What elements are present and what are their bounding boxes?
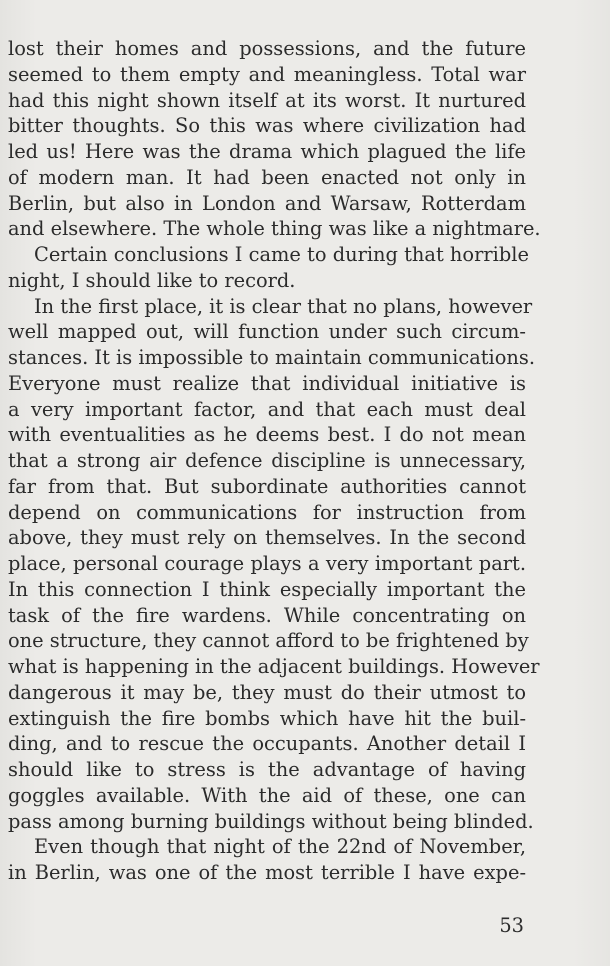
text-line: seemed to them empty and meaningless. Total war: [8, 62, 526, 86]
text-line: above, they must rely on themselves. In the second: [8, 526, 526, 550]
text-line: ding, and to rescue the occupants. Another detail I: [8, 732, 526, 756]
page-number: 53: [499, 914, 524, 937]
text-line: one structure, they cannot afford to be frightened by: [8, 629, 529, 653]
paragraph-3: [8, 294, 540, 835]
text-line: goggles available. With the aid of these, one can: [8, 783, 526, 807]
text-line: that a strong air defence discipline is unnecessary,: [8, 449, 526, 472]
text-line: lost their homes and possessions, and the future: [8, 37, 526, 60]
paragraph-1: [8, 36, 541, 242]
text-line: extinguish the fire bombs which have hit the buil-: [8, 706, 526, 730]
body-text: [8, 36, 541, 886]
text-line: Everyone must realize that individual initiative is: [8, 371, 526, 395]
text-line: pass among burning buildings without being blinded.: [8, 809, 534, 833]
text-line: far from that. But subordinate authorities cannot: [8, 474, 526, 498]
text-line: In the first place, it is clear that no plans, however: [34, 294, 533, 318]
paragraph-2: [8, 242, 529, 294]
text-line: depend on communications for instruction from: [8, 500, 526, 524]
text-line: had this night shown itself at its worst. It nurtured: [8, 88, 526, 112]
text-line: in Berlin, was one of the most terrible I have expe-: [8, 861, 526, 884]
text-line: place, personal courage plays a very important part.: [8, 552, 526, 575]
text-line: and elsewhere. The whole thing was like a nightmare.: [8, 217, 541, 241]
text-line: night, I should like to record.: [8, 268, 296, 292]
text-line: In this connection I think especially important the: [8, 577, 526, 601]
text-line: with eventualities as he deems best. I do not mean: [8, 423, 526, 447]
text-line: dangerous it may be, they must do their utmost to: [8, 680, 526, 704]
text-line: should like to stress is the advantage of having: [8, 758, 526, 781]
text-line: led us! Here was the drama which plagued the life: [8, 140, 526, 163]
text-line: a very important factor, and that each must deal: [8, 397, 526, 421]
text-line: well mapped out, will function under such circum-: [8, 320, 526, 344]
text-line: Even though that night of the 22nd of November,: [34, 835, 526, 859]
paragraph-4: [8, 834, 526, 886]
text-line: what is happening in the adjacent buildings. However: [8, 655, 540, 678]
text-line: Certain conclusions I came to during that horrible: [34, 243, 529, 266]
text-line: task of the fire wardens. While concentrating on: [8, 603, 526, 627]
text-line: Berlin, but also in London and Warsaw, Rotterdam: [8, 191, 526, 215]
text-line: bitter thoughts. So this was where civilization had: [8, 114, 526, 138]
text-line: stances. It is impossible to maintain communications.: [8, 346, 536, 369]
text-line: of modern man. It had been enacted not only in: [8, 165, 526, 189]
